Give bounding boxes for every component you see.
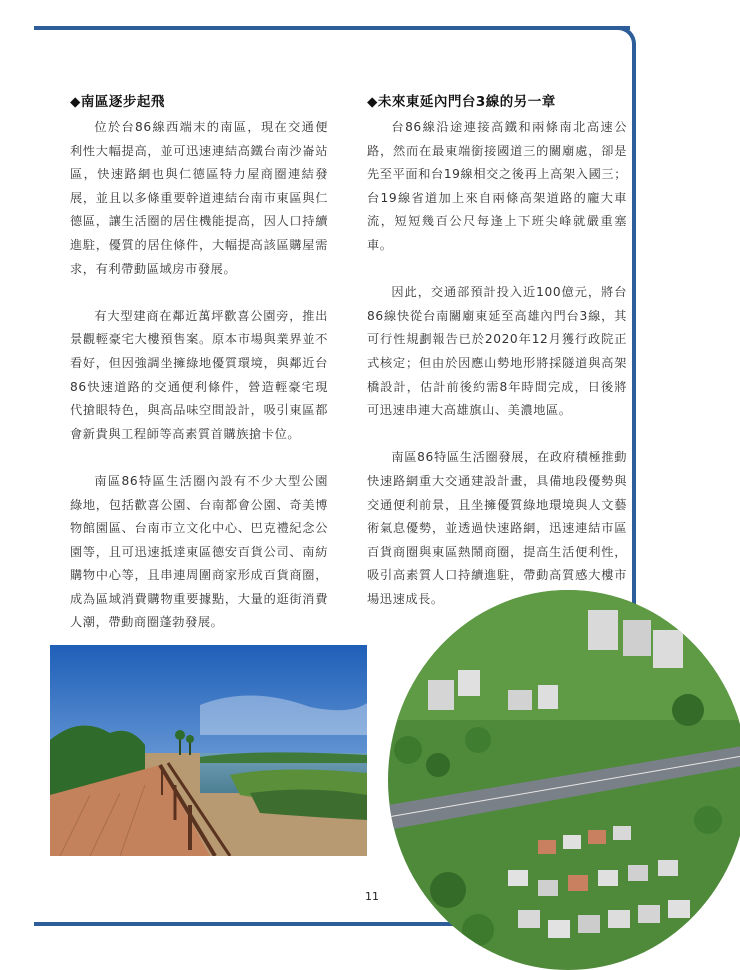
right-heading: ◆未來東延內門台3線的另一章: [367, 94, 556, 110]
aerial-district-rendering: [388, 590, 740, 970]
page-number: 11: [365, 890, 379, 903]
right-column: [367, 90, 627, 611]
left-heading: ◆南區逐步起飛: [70, 94, 165, 110]
left-paragraph-2: 有大型建商在鄰近萬坪歡喜公園旁，推出景觀輕豪宅大樓預售案。原本市場與業界並不看好，但因強調坐擁綠地優質環境，與鄰近台86快速道路的交通便利條件，營造輕豪宅現代搶眼特色，與高品味空間設計，吸引東區都會新貴與工程師等高素質首購族搶卡位。: [70, 308, 328, 441]
right-paragraph-2: 因此，交通部預計投入近100億元，將台86線快從台南關廟東延至高雄內門台3線，其可行性規劃報告已於2020年12月獲行政院正式核定；但由於因應山勢地形將採隧道與高架橋設計，估計前後約需8年時間完成，日後將可迅速串連大高雄旗山、美濃地區。: [367, 285, 627, 418]
right-paragraph-1: 台86線沿途連接高鐵和兩條南北高速公路，然而在最東端銜接國道三的關廟處，卻是先至平面和台19線相交之後再上高架入國三；台19線省道加上來自兩條高架道路的龐大車流，短短幾百公尺每逢上下班尖峰就嚴重塞車。: [367, 120, 627, 252]
left-column: [70, 90, 328, 635]
frame-corner: [596, 26, 636, 66]
frame-right-border: [632, 50, 636, 610]
left-paragraph-3: 南區86特區生活圈內設有不少大型公園綠地，包括歡喜公園、台南都會公園、奇美博物館園區、台南市立文化中心、巴克禮紀念公園等，且可迅速抵達東區德安百貨公司、南紡購物中心等，且串連周圍商家形成百貨商圈，成為區域消費購物重要據點，大量的逛街消費人潮，帶動商圈蓬勃發展。: [70, 473, 328, 630]
left-paragraph-1: 位於台86線西端末的南區，現在交通便利性大幅提高，並可迅速連結高鐵台南沙崙站區，快速路網也與仁德區特力屋商圈連結發展，並且以多條重要幹道連結台南市東區與仁德區，讓生活圈的居住機能提高，因人口持續進駐，優質的居住條件，大幅提高該區購屋需求，有利帶動區域房市發展。: [70, 120, 328, 276]
frame-top-border: [34, 26, 630, 30]
right-paragraph-3: 南區86特區生活圈發展，在政府積極推動快速路網重大交通建設計畫，具備地段優勢與交通便利前景，且坐擁優質綠地環境與人文藝術氣息優勢，並透過快速路網，迅速連結市區百貨商圈與東區熱鬧商圈，提高生活便利性，吸引高素質人口持續進駐，帶動高質感大樓市場迅速成長。: [367, 450, 627, 606]
frame-bottom-border: [34, 922, 454, 926]
park-walkway-photo: [50, 645, 367, 856]
